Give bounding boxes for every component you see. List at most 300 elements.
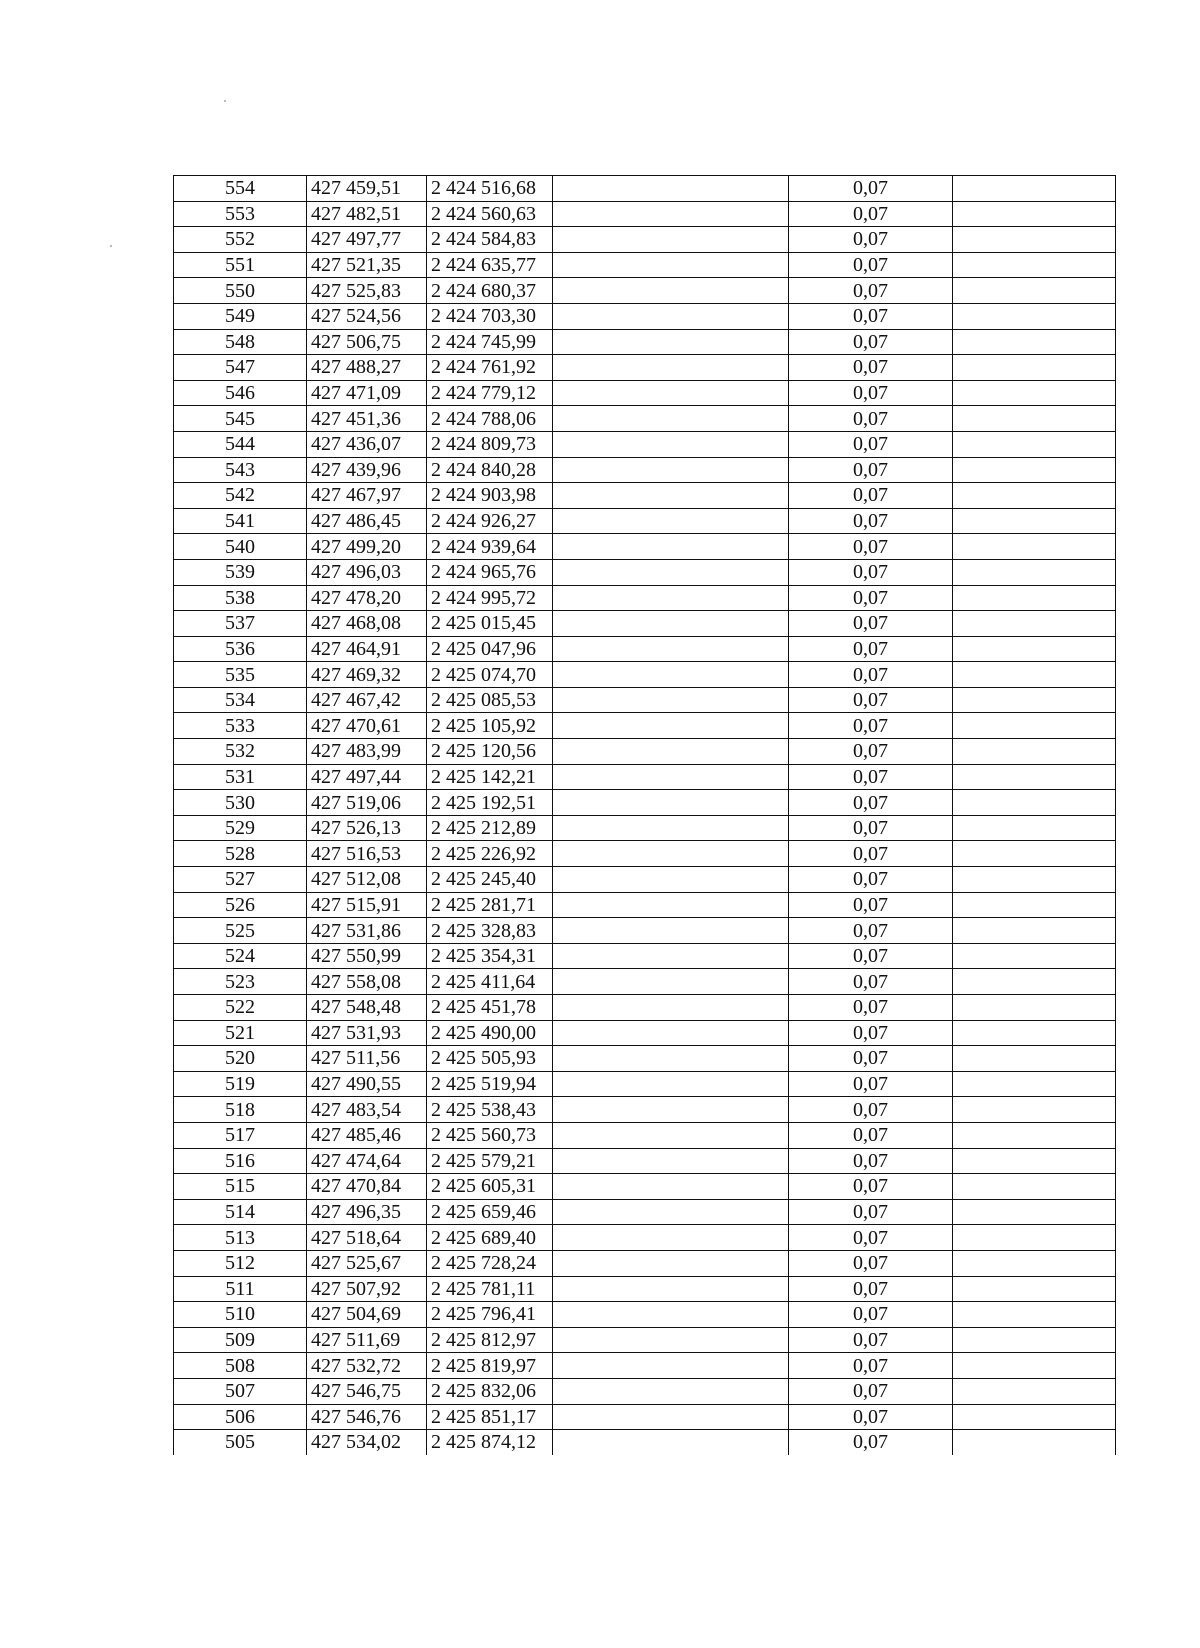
table-row — [174, 790, 1116, 816]
empty-cell — [553, 892, 789, 918]
accuracy-cell: 0,07 — [789, 969, 953, 995]
accuracy-cell: 0,07 — [789, 1148, 953, 1174]
x-coordinate-cell: 427 496,35 — [307, 1199, 427, 1225]
accuracy-cell: 0,07 — [789, 329, 953, 355]
note-cell — [953, 1046, 1116, 1072]
x-coordinate-cell: 427 531,93 — [307, 1020, 427, 1046]
empty-cell — [553, 687, 789, 713]
note-cell — [953, 918, 1116, 944]
point-number-cell: 520 — [174, 1046, 307, 1072]
note-cell — [953, 995, 1116, 1021]
note-cell — [953, 1327, 1116, 1353]
note-cell — [953, 636, 1116, 662]
empty-cell — [553, 995, 789, 1021]
note-cell — [953, 457, 1116, 483]
x-coordinate-cell: 427 436,07 — [307, 431, 427, 457]
x-coordinate-cell: 427 507,92 — [307, 1276, 427, 1302]
y-coordinate-cell: 2 424 840,28 — [427, 457, 553, 483]
empty-cell — [553, 739, 789, 765]
table-row — [174, 176, 1116, 202]
note-cell — [953, 1378, 1116, 1404]
table-row — [174, 892, 1116, 918]
table-row — [174, 1174, 1116, 1200]
point-number-cell: 532 — [174, 739, 307, 765]
note-cell — [953, 355, 1116, 381]
y-coordinate-cell: 2 425 560,73 — [427, 1122, 553, 1148]
table-row — [174, 739, 1116, 765]
note-cell — [953, 406, 1116, 432]
y-coordinate-cell: 2 425 796,41 — [427, 1302, 553, 1328]
point-number-cell: 514 — [174, 1199, 307, 1225]
y-coordinate-cell: 2 425 047,96 — [427, 636, 553, 662]
table-row — [174, 1250, 1116, 1276]
y-coordinate-cell: 2 424 788,06 — [427, 406, 553, 432]
accuracy-cell: 0,07 — [789, 1353, 953, 1379]
y-coordinate-cell: 2 424 745,99 — [427, 329, 553, 355]
y-coordinate-cell: 2 424 635,77 — [427, 252, 553, 278]
note-cell — [953, 278, 1116, 304]
y-coordinate-cell: 2 425 212,89 — [427, 815, 553, 841]
accuracy-cell: 0,07 — [789, 636, 953, 662]
point-number-cell: 545 — [174, 406, 307, 432]
y-coordinate-cell: 2 425 120,56 — [427, 739, 553, 765]
y-coordinate-cell: 2 425 411,64 — [427, 969, 553, 995]
point-number-cell: 507 — [174, 1378, 307, 1404]
accuracy-cell: 0,07 — [789, 252, 953, 278]
table-row — [174, 278, 1116, 304]
note-cell — [953, 687, 1116, 713]
note-cell — [953, 1430, 1116, 1455]
x-coordinate-cell: 427 485,46 — [307, 1122, 427, 1148]
note-cell — [953, 662, 1116, 688]
accuracy-cell: 0,07 — [789, 227, 953, 253]
empty-cell — [553, 201, 789, 227]
note-cell — [953, 739, 1116, 765]
y-coordinate-cell: 2 425 505,93 — [427, 1046, 553, 1072]
accuracy-cell: 0,07 — [789, 176, 953, 202]
accuracy-cell: 0,07 — [789, 713, 953, 739]
note-cell — [953, 380, 1116, 406]
point-number-cell: 548 — [174, 329, 307, 355]
point-number-cell: 528 — [174, 841, 307, 867]
empty-cell — [553, 431, 789, 457]
y-coordinate-cell: 2 425 085,53 — [427, 687, 553, 713]
x-coordinate-cell: 427 467,97 — [307, 483, 427, 509]
y-coordinate-cell: 2 425 832,06 — [427, 1378, 553, 1404]
accuracy-cell: 0,07 — [789, 1404, 953, 1430]
empty-cell — [553, 611, 789, 637]
empty-cell — [553, 764, 789, 790]
scan-speck — [224, 100, 226, 102]
table-row — [174, 841, 1116, 867]
y-coordinate-cell: 2 425 579,21 — [427, 1148, 553, 1174]
point-number-cell: 522 — [174, 995, 307, 1021]
note-cell — [953, 969, 1116, 995]
y-coordinate-cell: 2 425 192,51 — [427, 790, 553, 816]
table-row — [174, 508, 1116, 534]
note-cell — [953, 227, 1116, 253]
empty-cell — [553, 713, 789, 739]
x-coordinate-cell: 427 471,09 — [307, 380, 427, 406]
y-coordinate-cell: 2 425 451,78 — [427, 995, 553, 1021]
point-number-cell: 542 — [174, 483, 307, 509]
empty-cell — [553, 943, 789, 969]
accuracy-cell: 0,07 — [789, 380, 953, 406]
x-coordinate-cell: 427 515,91 — [307, 892, 427, 918]
note-cell — [953, 611, 1116, 637]
table-row — [174, 406, 1116, 432]
table-row — [174, 585, 1116, 611]
point-number-cell: 508 — [174, 1353, 307, 1379]
y-coordinate-cell: 2 425 538,43 — [427, 1097, 553, 1123]
point-number-cell: 541 — [174, 508, 307, 534]
empty-cell — [553, 483, 789, 509]
x-coordinate-cell: 427 548,48 — [307, 995, 427, 1021]
point-number-cell: 554 — [174, 176, 307, 202]
table-row — [174, 1430, 1116, 1455]
y-coordinate-cell: 2 425 142,21 — [427, 764, 553, 790]
point-number-cell: 525 — [174, 918, 307, 944]
x-coordinate-cell: 427 516,53 — [307, 841, 427, 867]
point-number-cell: 540 — [174, 534, 307, 560]
table-row — [174, 1378, 1116, 1404]
accuracy-cell: 0,07 — [789, 918, 953, 944]
accuracy-cell: 0,07 — [789, 1250, 953, 1276]
point-number-cell: 505 — [174, 1430, 307, 1455]
empty-cell — [553, 406, 789, 432]
note-cell — [953, 713, 1116, 739]
accuracy-cell: 0,07 — [789, 764, 953, 790]
table-row — [174, 1148, 1116, 1174]
y-coordinate-cell: 2 424 809,73 — [427, 431, 553, 457]
note-cell — [953, 1071, 1116, 1097]
table-row — [174, 918, 1116, 944]
x-coordinate-cell: 427 558,08 — [307, 969, 427, 995]
point-number-cell: 535 — [174, 662, 307, 688]
accuracy-cell: 0,07 — [789, 431, 953, 457]
x-coordinate-cell: 427 518,64 — [307, 1225, 427, 1251]
point-number-cell: 531 — [174, 764, 307, 790]
accuracy-cell: 0,07 — [789, 611, 953, 637]
table-row — [174, 1046, 1116, 1072]
point-number-cell: 529 — [174, 815, 307, 841]
point-number-cell: 544 — [174, 431, 307, 457]
x-coordinate-cell: 427 525,83 — [307, 278, 427, 304]
x-coordinate-cell: 427 482,51 — [307, 201, 427, 227]
accuracy-cell: 0,07 — [789, 1046, 953, 1072]
note-cell — [953, 1353, 1116, 1379]
empty-cell — [553, 1327, 789, 1353]
y-coordinate-cell: 2 425 819,97 — [427, 1353, 553, 1379]
y-coordinate-cell: 2 424 926,27 — [427, 508, 553, 534]
y-coordinate-cell: 2 425 812,97 — [427, 1327, 553, 1353]
x-coordinate-cell: 427 470,61 — [307, 713, 427, 739]
point-number-cell: 539 — [174, 559, 307, 585]
note-cell — [953, 1199, 1116, 1225]
table-row — [174, 1122, 1116, 1148]
y-coordinate-cell: 2 425 354,31 — [427, 943, 553, 969]
note-cell — [953, 841, 1116, 867]
y-coordinate-cell: 2 424 584,83 — [427, 227, 553, 253]
note-cell — [953, 559, 1116, 585]
point-number-cell: 533 — [174, 713, 307, 739]
accuracy-cell: 0,07 — [789, 1020, 953, 1046]
table-row — [174, 431, 1116, 457]
accuracy-cell: 0,07 — [789, 790, 953, 816]
accuracy-cell: 0,07 — [789, 1225, 953, 1251]
note-cell — [953, 176, 1116, 202]
y-coordinate-cell: 2 425 226,92 — [427, 841, 553, 867]
x-coordinate-cell: 427 511,56 — [307, 1046, 427, 1072]
coordinates-table-body — [174, 176, 1116, 1455]
y-coordinate-cell: 2 425 851,17 — [427, 1404, 553, 1430]
accuracy-cell: 0,07 — [789, 508, 953, 534]
point-number-cell: 526 — [174, 892, 307, 918]
accuracy-cell: 0,07 — [789, 662, 953, 688]
empty-cell — [553, 1353, 789, 1379]
empty-cell — [553, 355, 789, 381]
x-coordinate-cell: 427 524,56 — [307, 303, 427, 329]
table-row — [174, 943, 1116, 969]
accuracy-cell: 0,07 — [789, 867, 953, 893]
table-row — [174, 1199, 1116, 1225]
point-number-cell: 524 — [174, 943, 307, 969]
table-row — [174, 969, 1116, 995]
table-row — [174, 687, 1116, 713]
x-coordinate-cell: 427 486,45 — [307, 508, 427, 534]
accuracy-cell: 0,07 — [789, 1097, 953, 1123]
empty-cell — [553, 662, 789, 688]
note-cell — [953, 1302, 1116, 1328]
empty-cell — [553, 1122, 789, 1148]
empty-cell — [553, 1071, 789, 1097]
y-coordinate-cell: 2 425 728,24 — [427, 1250, 553, 1276]
x-coordinate-cell: 427 550,99 — [307, 943, 427, 969]
note-cell — [953, 815, 1116, 841]
table-row — [174, 1225, 1116, 1251]
accuracy-cell: 0,07 — [789, 483, 953, 509]
table-row — [174, 559, 1116, 585]
note-cell — [953, 483, 1116, 509]
point-number-cell: 527 — [174, 867, 307, 893]
empty-cell — [553, 1199, 789, 1225]
y-coordinate-cell: 2 424 761,92 — [427, 355, 553, 381]
empty-cell — [553, 457, 789, 483]
y-coordinate-cell: 2 425 490,00 — [427, 1020, 553, 1046]
y-coordinate-cell: 2 425 105,92 — [427, 713, 553, 739]
accuracy-cell: 0,07 — [789, 1174, 953, 1200]
note-cell — [953, 790, 1116, 816]
y-coordinate-cell: 2 425 781,11 — [427, 1276, 553, 1302]
empty-cell — [553, 227, 789, 253]
point-number-cell: 537 — [174, 611, 307, 637]
empty-cell — [553, 815, 789, 841]
y-coordinate-cell: 2 424 903,98 — [427, 483, 553, 509]
note-cell — [953, 867, 1116, 893]
accuracy-cell: 0,07 — [789, 355, 953, 381]
empty-cell — [553, 1276, 789, 1302]
empty-cell — [553, 329, 789, 355]
accuracy-cell: 0,07 — [789, 739, 953, 765]
y-coordinate-cell: 2 425 281,71 — [427, 892, 553, 918]
note-cell — [953, 585, 1116, 611]
table-row — [174, 252, 1116, 278]
point-number-cell: 552 — [174, 227, 307, 253]
empty-cell — [553, 1097, 789, 1123]
point-number-cell: 516 — [174, 1148, 307, 1174]
point-number-cell: 511 — [174, 1276, 307, 1302]
point-number-cell: 543 — [174, 457, 307, 483]
accuracy-cell: 0,07 — [789, 943, 953, 969]
accuracy-cell: 0,07 — [789, 1378, 953, 1404]
x-coordinate-cell: 427 521,35 — [307, 252, 427, 278]
table-row — [174, 636, 1116, 662]
point-number-cell: 538 — [174, 585, 307, 611]
accuracy-cell: 0,07 — [789, 687, 953, 713]
accuracy-cell: 0,07 — [789, 457, 953, 483]
empty-cell — [553, 585, 789, 611]
x-coordinate-cell: 427 496,03 — [307, 559, 427, 585]
x-coordinate-cell: 427 546,76 — [307, 1404, 427, 1430]
x-coordinate-cell: 427 470,84 — [307, 1174, 427, 1200]
accuracy-cell: 0,07 — [789, 892, 953, 918]
accuracy-cell: 0,07 — [789, 278, 953, 304]
note-cell — [953, 1122, 1116, 1148]
accuracy-cell: 0,07 — [789, 585, 953, 611]
y-coordinate-cell: 2 425 519,94 — [427, 1071, 553, 1097]
table-row — [174, 1353, 1116, 1379]
note-cell — [953, 201, 1116, 227]
note-cell — [953, 943, 1116, 969]
note-cell — [953, 1404, 1116, 1430]
table-row — [174, 1404, 1116, 1430]
x-coordinate-cell: 427 511,69 — [307, 1327, 427, 1353]
table-row — [174, 662, 1116, 688]
y-coordinate-cell: 2 424 560,63 — [427, 201, 553, 227]
accuracy-cell: 0,07 — [789, 406, 953, 432]
table-row — [174, 1302, 1116, 1328]
empty-cell — [553, 1302, 789, 1328]
note-cell — [953, 329, 1116, 355]
point-number-cell: 515 — [174, 1174, 307, 1200]
table-row — [174, 457, 1116, 483]
point-number-cell: 518 — [174, 1097, 307, 1123]
note-cell — [953, 303, 1116, 329]
x-coordinate-cell: 427 504,69 — [307, 1302, 427, 1328]
x-coordinate-cell: 427 519,06 — [307, 790, 427, 816]
point-number-cell: 530 — [174, 790, 307, 816]
point-number-cell: 550 — [174, 278, 307, 304]
accuracy-cell: 0,07 — [789, 995, 953, 1021]
y-coordinate-cell: 2 424 939,64 — [427, 534, 553, 560]
empty-cell — [553, 1378, 789, 1404]
empty-cell — [553, 1404, 789, 1430]
x-coordinate-cell: 427 512,08 — [307, 867, 427, 893]
empty-cell — [553, 1225, 789, 1251]
x-coordinate-cell: 427 546,75 — [307, 1378, 427, 1404]
accuracy-cell: 0,07 — [789, 201, 953, 227]
point-number-cell: 513 — [174, 1225, 307, 1251]
table-row — [174, 227, 1116, 253]
empty-cell — [553, 176, 789, 202]
point-number-cell: 506 — [174, 1404, 307, 1430]
point-number-cell: 553 — [174, 201, 307, 227]
empty-cell — [553, 790, 789, 816]
point-number-cell: 536 — [174, 636, 307, 662]
x-coordinate-cell: 427 525,67 — [307, 1250, 427, 1276]
x-coordinate-cell: 427 490,55 — [307, 1071, 427, 1097]
point-number-cell: 510 — [174, 1302, 307, 1328]
accuracy-cell: 0,07 — [789, 1071, 953, 1097]
x-coordinate-cell: 427 468,08 — [307, 611, 427, 637]
y-coordinate-cell: 2 425 874,12 — [427, 1430, 553, 1455]
table-row — [174, 534, 1116, 560]
x-coordinate-cell: 427 478,20 — [307, 585, 427, 611]
note-cell — [953, 1148, 1116, 1174]
y-coordinate-cell: 2 424 965,76 — [427, 559, 553, 585]
x-coordinate-cell: 427 483,99 — [307, 739, 427, 765]
accuracy-cell: 0,07 — [789, 1199, 953, 1225]
table-row — [174, 995, 1116, 1021]
accuracy-cell: 0,07 — [789, 303, 953, 329]
point-number-cell: 534 — [174, 687, 307, 713]
empty-cell — [553, 969, 789, 995]
table-row — [174, 1020, 1116, 1046]
accuracy-cell: 0,07 — [789, 1276, 953, 1302]
empty-cell — [553, 534, 789, 560]
y-coordinate-cell: 2 425 245,40 — [427, 867, 553, 893]
table-row — [174, 713, 1116, 739]
empty-cell — [553, 508, 789, 534]
empty-cell — [553, 1148, 789, 1174]
x-coordinate-cell: 427 488,27 — [307, 355, 427, 381]
note-cell — [953, 534, 1116, 560]
accuracy-cell: 0,07 — [789, 534, 953, 560]
x-coordinate-cell: 427 534,02 — [307, 1430, 427, 1455]
table-row — [174, 380, 1116, 406]
y-coordinate-cell: 2 424 680,37 — [427, 278, 553, 304]
y-coordinate-cell: 2 425 015,45 — [427, 611, 553, 637]
x-coordinate-cell: 427 497,44 — [307, 764, 427, 790]
x-coordinate-cell: 427 497,77 — [307, 227, 427, 253]
note-cell — [953, 1276, 1116, 1302]
empty-cell — [553, 1174, 789, 1200]
table-row — [174, 329, 1116, 355]
x-coordinate-cell: 427 451,36 — [307, 406, 427, 432]
table-row — [174, 201, 1116, 227]
table-row — [174, 355, 1116, 381]
point-number-cell: 523 — [174, 969, 307, 995]
accuracy-cell: 0,07 — [789, 1302, 953, 1328]
empty-cell — [553, 559, 789, 585]
y-coordinate-cell: 2 424 703,30 — [427, 303, 553, 329]
y-coordinate-cell: 2 425 689,40 — [427, 1225, 553, 1251]
empty-cell — [553, 918, 789, 944]
table-row — [174, 1097, 1116, 1123]
empty-cell — [553, 1250, 789, 1276]
y-coordinate-cell: 2 424 779,12 — [427, 380, 553, 406]
note-cell — [953, 508, 1116, 534]
scan-speck — [110, 245, 112, 247]
y-coordinate-cell: 2 425 605,31 — [427, 1174, 553, 1200]
note-cell — [953, 1225, 1116, 1251]
accuracy-cell: 0,07 — [789, 1122, 953, 1148]
y-coordinate-cell: 2 425 659,46 — [427, 1199, 553, 1225]
x-coordinate-cell: 427 469,32 — [307, 662, 427, 688]
y-coordinate-cell: 2 425 328,83 — [427, 918, 553, 944]
empty-cell — [553, 1430, 789, 1455]
table-row — [174, 764, 1116, 790]
